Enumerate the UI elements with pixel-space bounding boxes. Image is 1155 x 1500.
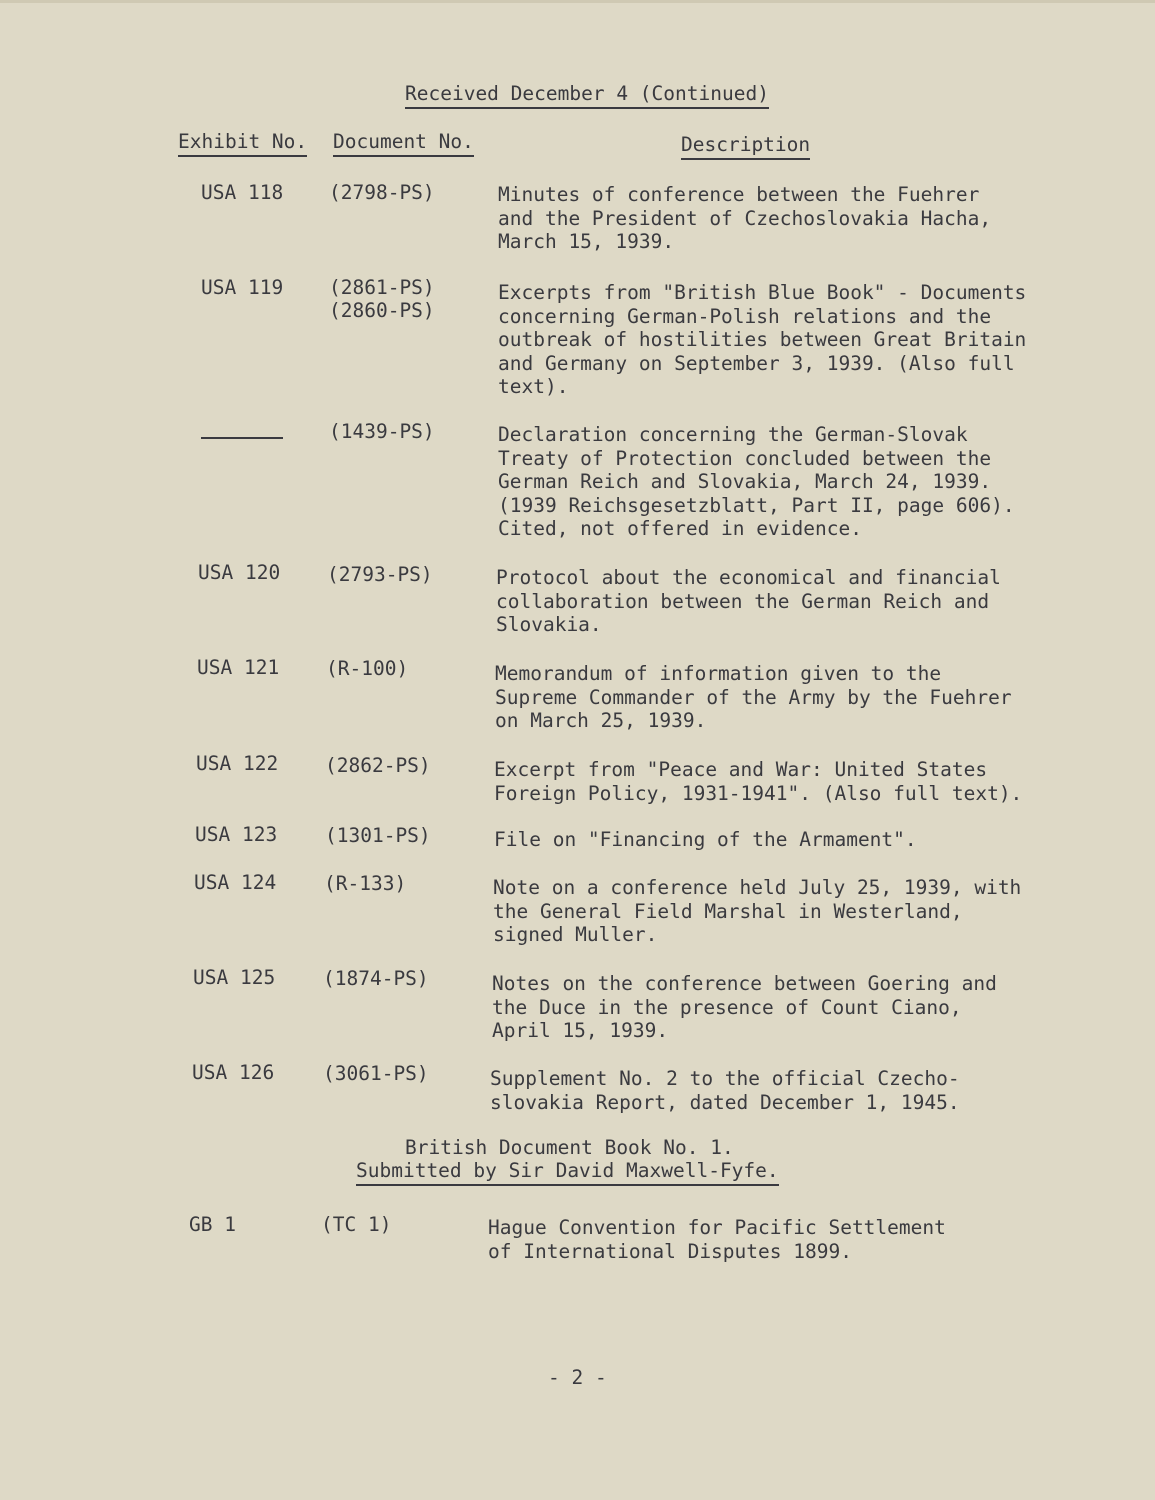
exhibit-number: USA 125 — [193, 966, 276, 989]
page-title: Received December 4 (Continued) — [405, 82, 769, 109]
document-number: (3061-PS) — [323, 1062, 429, 1085]
page-number: - 2 - — [548, 1366, 607, 1389]
column-header-document: Document No. — [333, 130, 474, 157]
description: Note on a conference held July 25, 1939, with the General Field Marshal in Westerland, signed Muller. — [493, 876, 1022, 946]
description: Minutes of conference between the Fuehrer and the President of Czechoslovakia Hacha, March 15, 1939. — [498, 183, 992, 253]
exhibit-number: USA 126 — [192, 1061, 275, 1084]
exhibit-number: USA 123 — [195, 823, 278, 846]
description: Memorandum of information given to the Supreme Commander of the Army by the Fuehrer on March 25, 1939. — [495, 662, 1012, 732]
document-number: (R-133) — [324, 872, 407, 895]
description: Supplement No. 2 to the official Czecho- slovakia Report, dated December 1, 1945. — [490, 1067, 960, 1114]
document-number: (1301-PS) — [325, 824, 431, 847]
exhibit-number: USA 121 — [197, 656, 280, 679]
document-number: (R-100) — [326, 657, 409, 680]
exhibit-blank-line — [201, 437, 283, 439]
exhibit-number: USA 119 — [201, 276, 284, 299]
column-header-exhibit: Exhibit No. — [178, 130, 307, 157]
exhibit-number: USA 120 — [198, 561, 281, 584]
page-edge — [0, 0, 1155, 3]
exhibit-number: USA 122 — [196, 752, 279, 775]
document-number: (2798-PS) — [329, 181, 435, 204]
document-number: (1439-PS) — [329, 420, 435, 443]
section-heading: British Document Book No. 1. — [405, 1136, 734, 1159]
document-number: (TC 1) — [321, 1213, 392, 1236]
section-subheading: Submitted by Sir David Maxwell-Fyfe. — [356, 1159, 779, 1186]
description: Declaration concerning the German-Slovak Treaty of Protection concluded between the German Reich and Slovakia, March 24, 1939. (1939 Reichsgesetzblatt, Part II, page 606). Cited, not offered in evidence. — [498, 423, 1015, 540]
exhibit-number: GB 1 — [189, 1213, 236, 1236]
description: Notes on the conference between Goering and the Duce in the presence of Count Ciano, April 15, 1939. — [492, 972, 997, 1042]
description: File on "Financing of the Armament". — [494, 828, 917, 851]
description: Excerpts from "British Blue Book" - Documents concerning German-Polish relations and the outbreak of hostilities between Great Britain and Germany on September 3, 1939. (Also full text). — [498, 281, 1027, 398]
column-header-description: Description — [681, 133, 810, 160]
description: Excerpt from "Peace and War: United States Foreign Policy, 1931-1941". (Also full text). — [494, 758, 1023, 805]
document-number: (2861-PS) (2860-PS) — [329, 276, 435, 322]
document-number: (2793-PS) — [327, 563, 433, 586]
exhibit-number: USA 124 — [194, 871, 277, 894]
exhibit-number: USA 118 — [201, 181, 284, 204]
document-number: (1874-PS) — [323, 967, 429, 990]
description: Hague Convention for Pacific Settlement of International Disputes 1899. — [488, 1216, 946, 1263]
document-number: (2862-PS) — [325, 754, 431, 777]
description: Protocol about the economical and financial collaboration between the German Reich and Slovakia. — [496, 566, 1001, 636]
